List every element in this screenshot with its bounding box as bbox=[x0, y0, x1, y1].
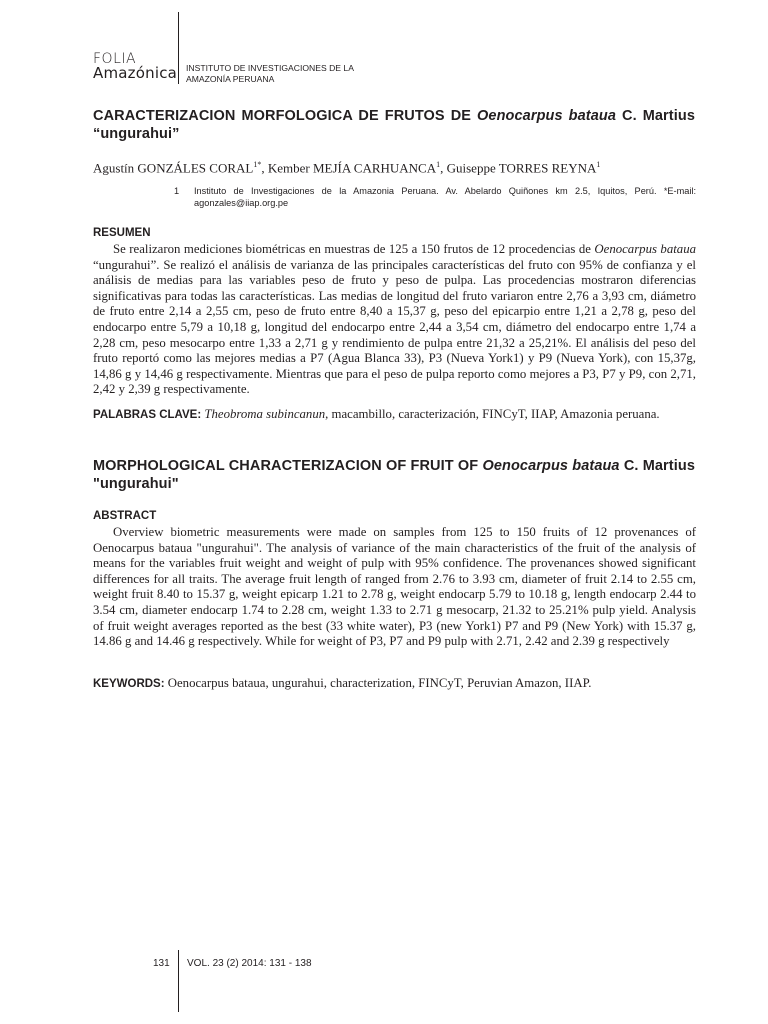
resumen-body bbox=[93, 242, 696, 398]
title-es-species: Oenocarpus bataua bbox=[477, 108, 616, 124]
institute-line-2: AMAZONÍA PERUANA bbox=[186, 74, 275, 84]
resumen-heading: RESUMEN bbox=[93, 227, 151, 239]
volume-info: VOL. 23 (2) 2014: 131 - 138 bbox=[187, 958, 312, 969]
article-title-english bbox=[93, 457, 695, 493]
keywords-spanish bbox=[93, 406, 696, 423]
keywords-es-label: PALABRAS CLAVE: bbox=[93, 409, 202, 421]
article-title-spanish bbox=[93, 107, 695, 143]
logo-line-2: Amazónica bbox=[93, 64, 178, 82]
header-divider-line bbox=[178, 12, 179, 84]
author-3-mark: 1 bbox=[596, 160, 601, 169]
resumen-text-b: “ungurahui”. Se realizó el análisis de varianza de las principales características del fruto con 95% de confianza y el análisis de medias para las variables peso de fruto y peso de pulpa. Las procedencias mostraron diferencias significativas para todas las características. Las medias de longitud del fruto variaron entre 2,76 a 3,93 cm, diámetro de fruto entre 2,14 a 2,55 cm, peso de fruto entre 8,40 a 15,37 g, peso del epicarpio entre 1,21 a 2,78 g, peso del endocarpo entre 5,79 a 10,18 g, longitud del endocarpo entre 2,44 a 3,54 cm, diámetro del endocarpo entre 1,74 a 2,28 cm, peso mesocarpo entre 1,33 a 2,71 g y rendimiento de pulpa entre 21,32 a 25,21%. El análisis del peso del fruto reportó como las mejores medias a P7 (Agua Blanca 33), P3 (Nueva York1) y P9 (Nueva York), con 15,37g, 14,86 g y 14,46 g respectivamente. Mientras que para el peso de pulpa reporto como mejores a P3, P7 y P9, con 2,71, 2,42 y 2,39 g respectivamente. bbox=[93, 257, 696, 397]
page-number: 131 bbox=[153, 958, 170, 969]
title-en-prefix: MORPHOLOGICAL CHARACTERIZACION OF FRUIT OF bbox=[93, 458, 483, 474]
resumen-text-a: Se realizaron mediciones biométricas en muestras de 125 a 150 frutos de 12 procedencias de bbox=[113, 242, 595, 256]
keywords-es-species: Theobroma subincanun bbox=[204, 407, 326, 421]
institute-name bbox=[186, 63, 354, 85]
title-en-suffix: C. Martius "ungurahui" bbox=[93, 458, 695, 492]
title-en-species: Oenocarpus bataua bbox=[482, 458, 620, 474]
abstract-text: Overview biometric measurements were made on samples from 125 to 150 fruits of 12 provenances of Oenocarpus bataua "ungurahui". The analysis of variance of the main characteristics of the fruit of the analysis of means for the variables fruit weight and weight of pulp with 95% confidence. The provenances showed significant differences for all traits. The average fruit length of ranged from 2.76 to 3.93 cm, diameter of fruit 2.14 to 2.55 cm, weight fruit 8.40 to 15.37 g, weight epicarp 1.21 to 2.78 g, weight endocarp 5.79 to 10.18 g, length endocarp 2.44 to 3.54 cm, diameter endocarp 1.74 to 2.28 cm, weight 1.33 to 2.71 g mesocarp, 21.32 to 25.21% pulp yield. Analysis of fruit weight averages reported as the best (33 white water), P3 (new York1) P7 and P9 (New York) with 15.37 g, 14.86 g and 14.46 g respectively. While for weight of P3, P7 and P9 pulp with 2.71, 2.42 and 2.39 g respectively bbox=[93, 525, 696, 649]
institute-line-1: INSTITUTO DE INVESTIGACIONES DE LA bbox=[186, 63, 354, 73]
author-3: , Guiseppe TORRES REYNA bbox=[440, 160, 597, 176]
author-list bbox=[93, 160, 600, 176]
author-2: , Kember MEJÍA CARHUANCA bbox=[261, 160, 437, 176]
affiliation-text: Instituto de Investigaciones de la Amazonia Peruana. Av. Abelardo Quiñones km 2.5, Iquitos, Perú. *E-mail: agonzales@iiap.org.pe bbox=[194, 186, 696, 208]
affiliation bbox=[174, 185, 696, 209]
journal-logo bbox=[93, 53, 177, 81]
resumen-species: Oenocarpus bataua bbox=[594, 242, 696, 256]
abstract-body bbox=[93, 525, 696, 650]
abstract-heading: ABSTRACT bbox=[93, 510, 157, 522]
footer-divider-line bbox=[178, 950, 179, 1012]
title-es-suffix: C. Martius “ungurahui” bbox=[93, 108, 695, 142]
author-1-mark: 1* bbox=[253, 160, 262, 169]
logo-line-1: FOLIA bbox=[93, 51, 137, 67]
keywords-en-label: KEYWORDS: bbox=[93, 678, 165, 690]
keywords-en-text: Oenocarpus bataua, ungurahui, characterization, FINCyT, Peruvian Amazon, IIAP. bbox=[164, 676, 592, 690]
author-1: Agustín GONZÁLES CORAL bbox=[93, 160, 254, 176]
keywords-english bbox=[93, 675, 696, 692]
affiliation-number: 1 bbox=[174, 186, 180, 196]
keywords-es-text: , macambillo, caracterización, FINCyT, IIAP, Amazonia peruana. bbox=[325, 407, 660, 421]
title-es-prefix: CARACTERIZACION MORFOLOGICA DE FRUTOS DE bbox=[93, 108, 478, 124]
author-2-mark: 1 bbox=[436, 160, 441, 169]
